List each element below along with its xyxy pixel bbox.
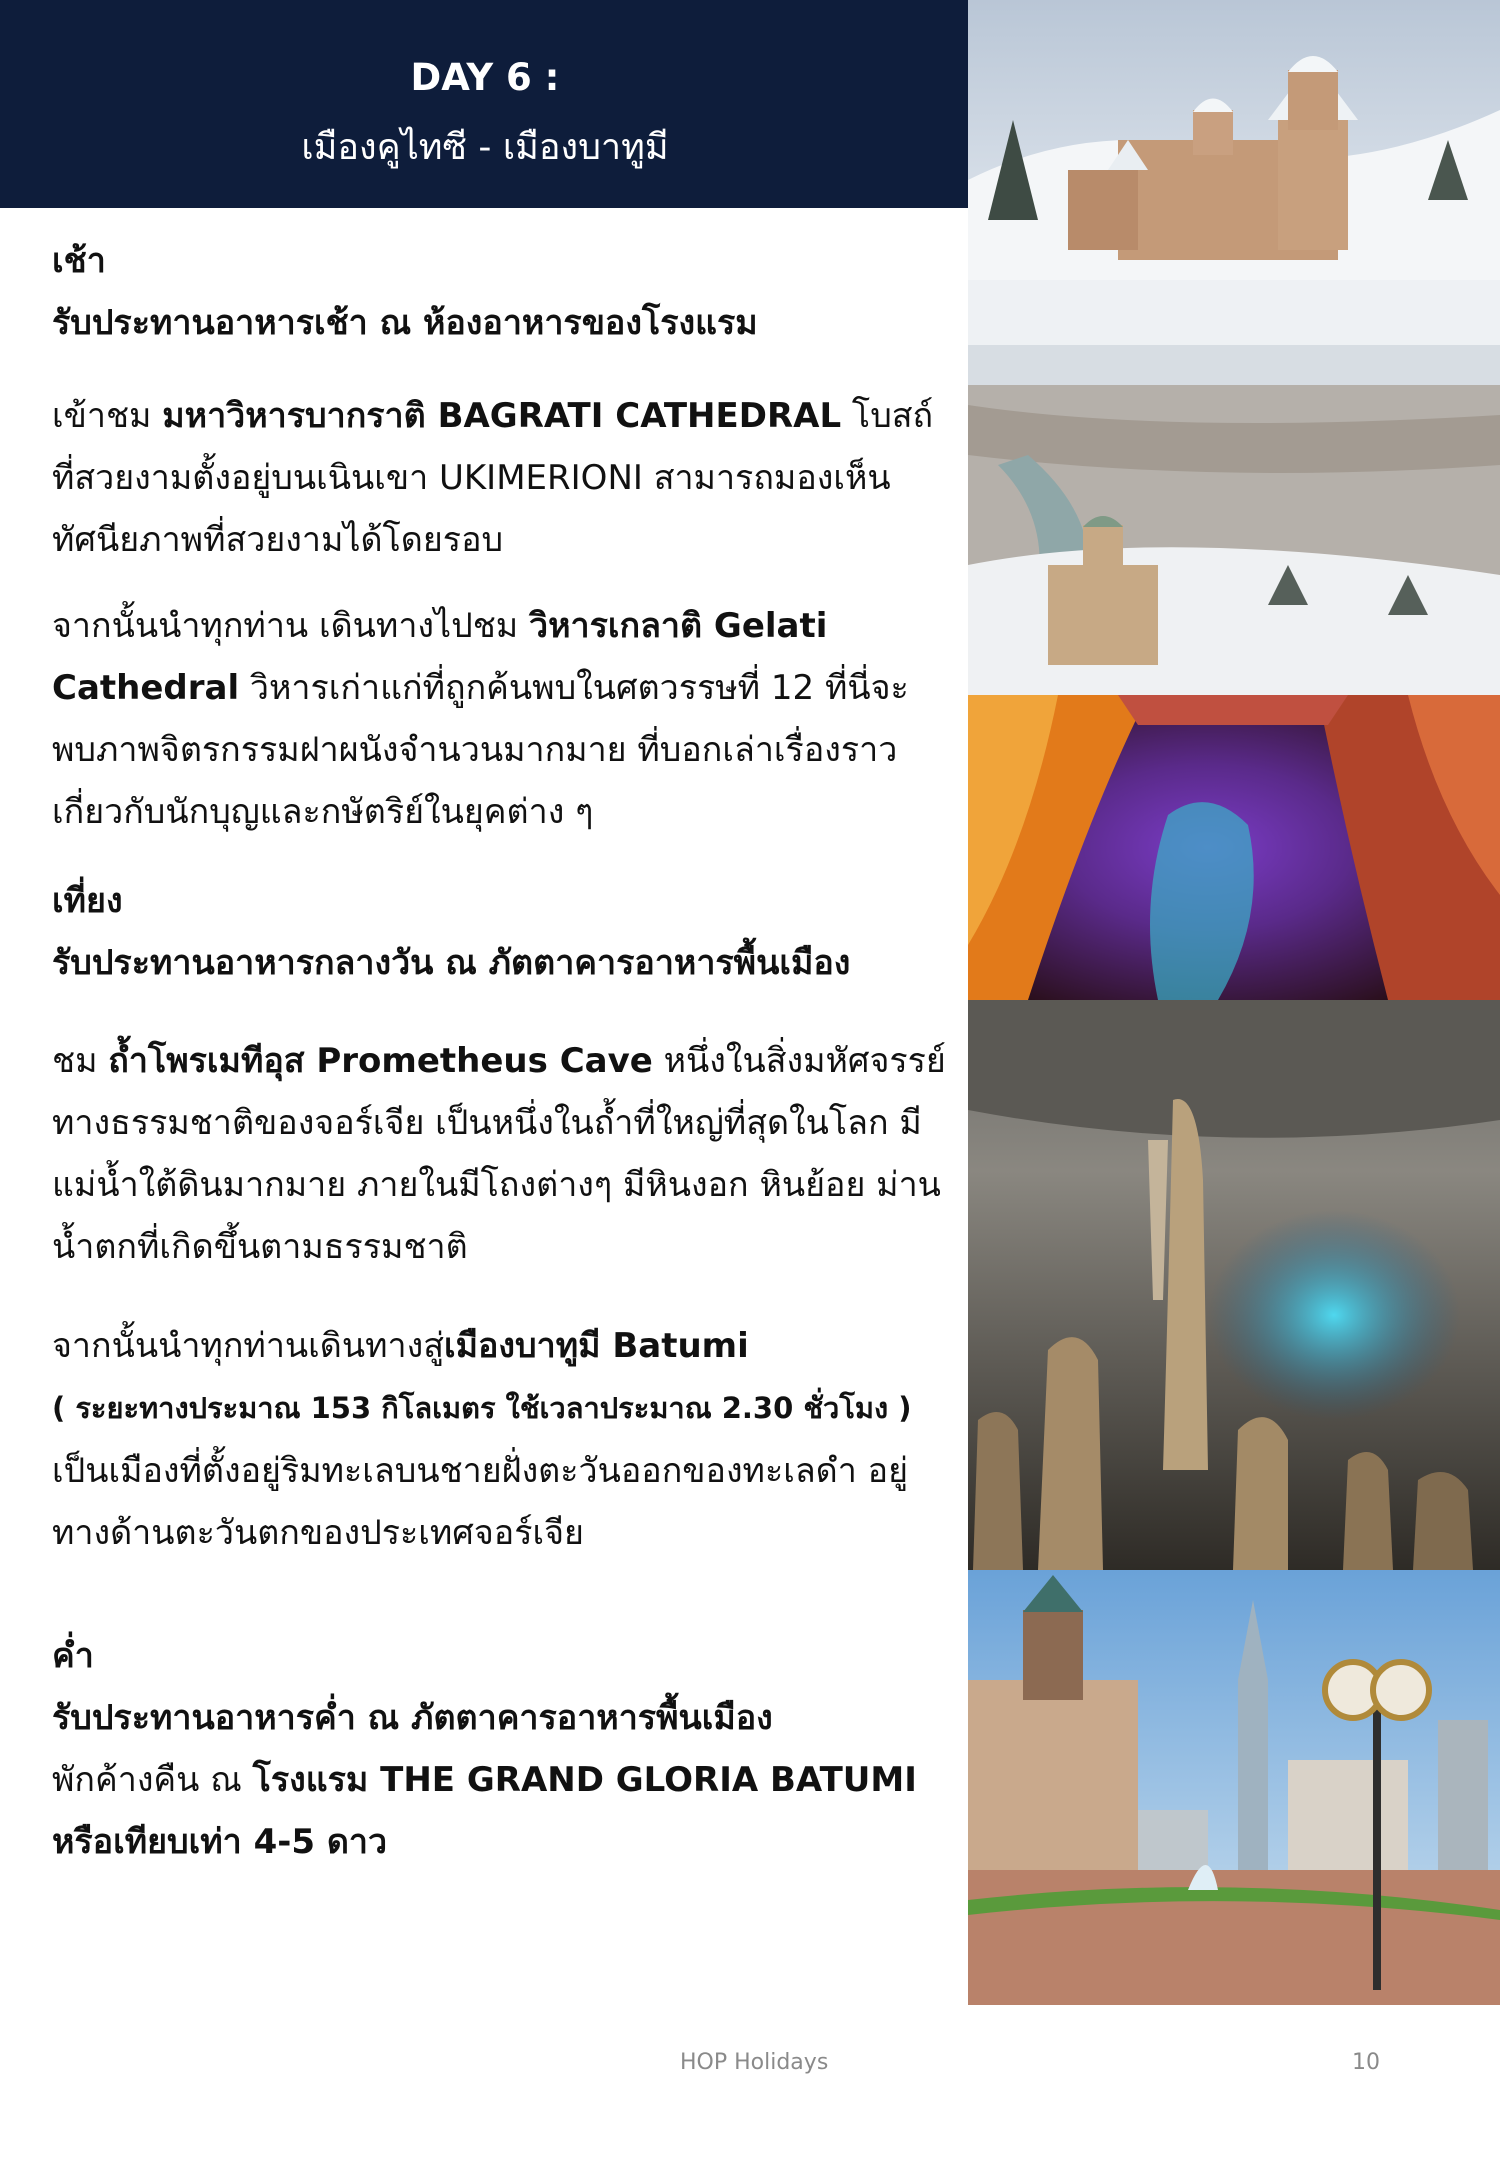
morning-meal: รับประทานอาหารเช้า ณ ห้องอาหารของโรงแรม bbox=[52, 303, 758, 343]
photo-prometheus-cave bbox=[968, 1000, 1500, 1570]
gelati-pre: จากนั้นนำทุกท่าน เดินทางไปชม bbox=[52, 606, 529, 646]
batumi-desc: เป็นเมืองที่ตั้งอยู่ริมทะเลบนชายฝั่งตะวันออกของทะเลดำ อยู่ทางด้านตะวันตกของประเทศจอร์เจีย bbox=[52, 1451, 908, 1553]
page-number: 10 bbox=[1352, 2050, 1380, 2075]
day-header bbox=[0, 0, 970, 208]
hotel-alt: หรือเทียบเท่า 4-5 ดาว bbox=[52, 1822, 388, 1862]
day-title: DAY 6 : bbox=[410, 56, 560, 99]
cave-desc: หนึ่งในสิ่งมหัศจรรย์ทางธรรมชาติของจอร์เจีย เป็นหนึ่งในถ้ำที่ใหญ่ที่สุดในโลก มีแม่น้ำใต้ดินมากมาย ภายในมีโถงต่างๆ มีหินงอก หินย้อย ม่านน้ำตกที่เกิดขึ้นตามธรรมชาติ bbox=[52, 1041, 946, 1267]
gelati-desc: วิหารเก่าแก่ที่ถูกค้นพบในศตวรรษที่ 12 ที่นี่จะพบภาพจิตรกรรมฝาผนังจำนวนมากมาย ที่บอกเล่าเรื่องราวเกี่ยวกับนักบุญและกษัตริย์ในยุคต่าง ๆ bbox=[52, 668, 909, 832]
bagrati-pre: เข้าชม bbox=[52, 396, 163, 436]
hotel-line bbox=[52, 1749, 952, 1811]
noon-heading: เที่ยง bbox=[52, 881, 123, 921]
photo-batumi-square bbox=[968, 1570, 1500, 2005]
batumi-line bbox=[52, 1315, 952, 1377]
photo-snowy-church bbox=[968, 0, 1500, 345]
hotel-pre: พักค้างคืน ณ bbox=[52, 1760, 253, 1800]
morning-heading: เช้า bbox=[52, 241, 106, 281]
bagrati-desc: โบสถ์ที่สวยงามตั้งอยู่บนเนินเขา UKIMERIONI สามารถมองเห็นทัศนียภาพที่สวยงามได้โดยรอบ bbox=[52, 396, 934, 560]
evening-heading: ค่ำ bbox=[52, 1636, 94, 1676]
batumi-pre: จากนั้นนำทุกท่านเดินทางสู่ bbox=[52, 1326, 444, 1366]
cave-name: ถ้ำโพรเมทีอุส Prometheus Cave bbox=[108, 1041, 653, 1081]
hotel-name: โรงแรม THE GRAND GLORIA BATUMI bbox=[252, 1760, 917, 1800]
gelati-name: วิหารเกลาติ Gelati Cathedral bbox=[52, 606, 828, 708]
footer-brand: HOP Holidays bbox=[680, 2050, 829, 2075]
bagrati-name: มหาวิหารบากราติ BAGRATI CATHEDRAL bbox=[162, 396, 842, 436]
batumi-distance: ( ระยะทางประมาณ 153 กิโลเมตร ใช้เวลาประมาณ 2.30 ชั่วโมง ) bbox=[52, 1391, 912, 1425]
photo-bagrati-aerial bbox=[968, 345, 1500, 695]
evening-meal: รับประทานอาหารค่ำ ณ ภัตตาคารอาหารพื้นเมือง bbox=[52, 1698, 773, 1738]
gelati-paragraph bbox=[52, 595, 952, 843]
cave-paragraph bbox=[52, 1030, 952, 1278]
cave-pre: ชม bbox=[52, 1041, 109, 1081]
bagrati-paragraph bbox=[52, 385, 952, 571]
day-route: เมืองคูไทซี - เมืองบาทูมี bbox=[301, 127, 669, 168]
batumi-name: เมืองบาทูมี Batumi bbox=[443, 1326, 749, 1366]
photo-cave-colorful bbox=[968, 695, 1500, 1000]
noon-meal: รับประทานอาหารกลางวัน ณ ภัตตาคารอาหารพื้นเมือง bbox=[52, 943, 851, 983]
